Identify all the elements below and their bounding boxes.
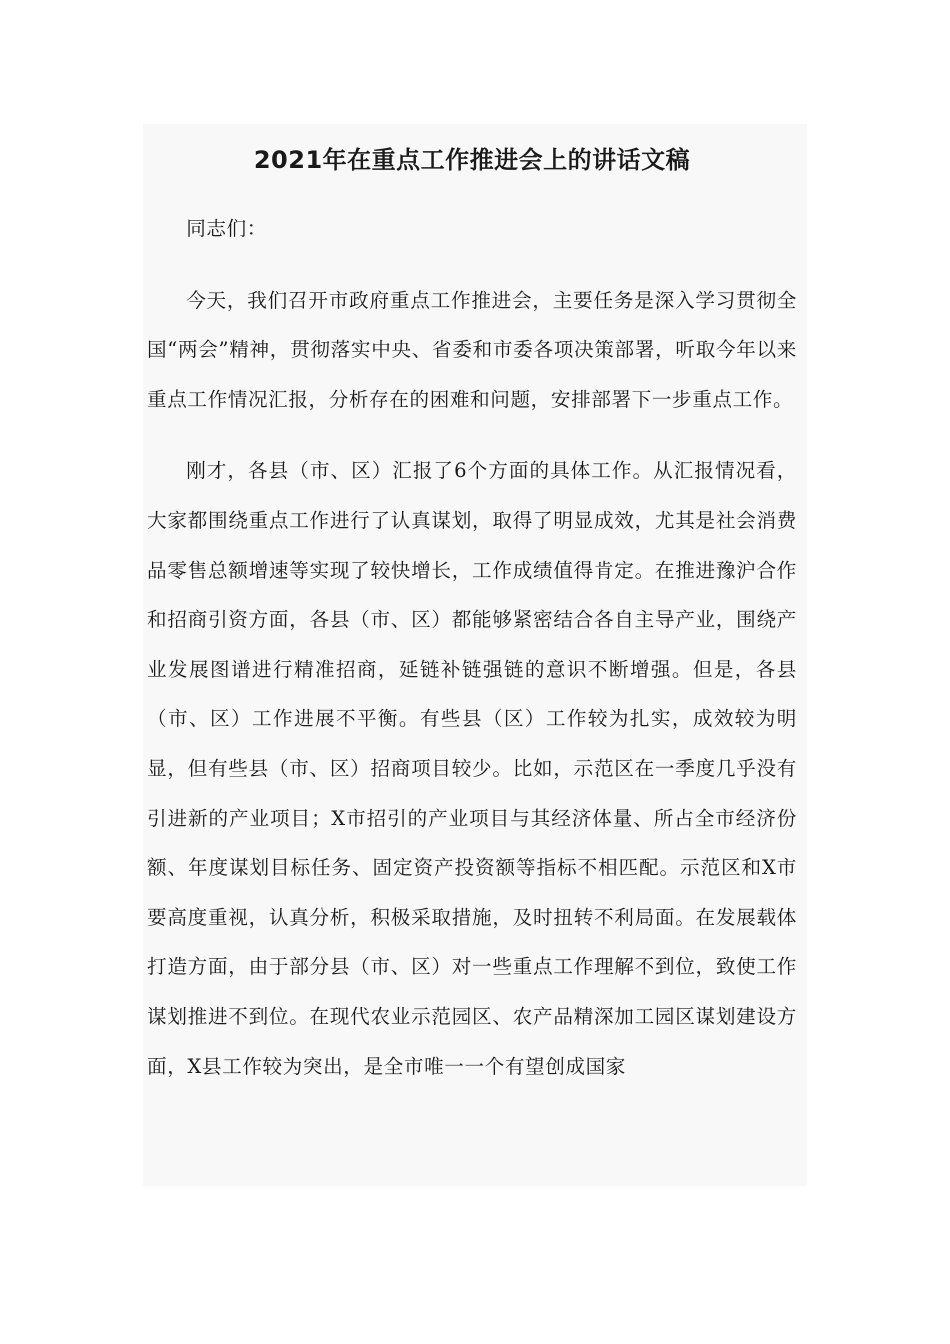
paragraph-2: 刚才，各县（市、区）汇报了6个方面的具体工作。从汇报情况看，大家都围绕重点工作进行了认真谋划，取得了明显成效，尤其是社会消费品零售总额增速等实现了较快增长，工作成绩值得肯定。在推进豫沪合作和招商引资方面，各县（市、区）都能够紧密结合各自主导产业，围绕产业发展图谱进行精准招商，延链补链强链的意识不断增强。但是，各县（市、区）工作进展不平衡。有些县（区）工作较为扎实，成效较为明显，但有些县（市、区）招商项目较少。比如，示范区在一季度几乎没有引进新的产业项目；X市招引的产业项目与其经济体量、所占全市经济份额、年度谋划目标任务、固定资产投资额等指标不相匹配。示范区和X市要高度重视，认真分析，积极采取措施，及时扭转不利局面。在发展载体打造方面，由于部分县（市、区）对一些重点工作理解不到位，致使工作谋划推进不到位。在现代农业示范园区、农产品精深加工园区谋划建设方面，X县工作较为突出，是全市唯一一个有望创成国家 (147, 459, 797, 1078)
paragraph-1: 今天，我们召开市政府重点工作推进会，主要任务是深入学习贯彻全国“两会”精神，贯彻落实中央、省委和市委各项决策部署，听取今年以来重点工作情况汇报，分析存在的困难和问题，安排部署下一步重点工作。 (147, 288, 797, 411)
document-title: 2021年在重点工作推进会上的讲话文稿 (253, 146, 691, 174)
salutation: 同志们： (186, 217, 267, 240)
document-body (143, 124, 807, 1186)
